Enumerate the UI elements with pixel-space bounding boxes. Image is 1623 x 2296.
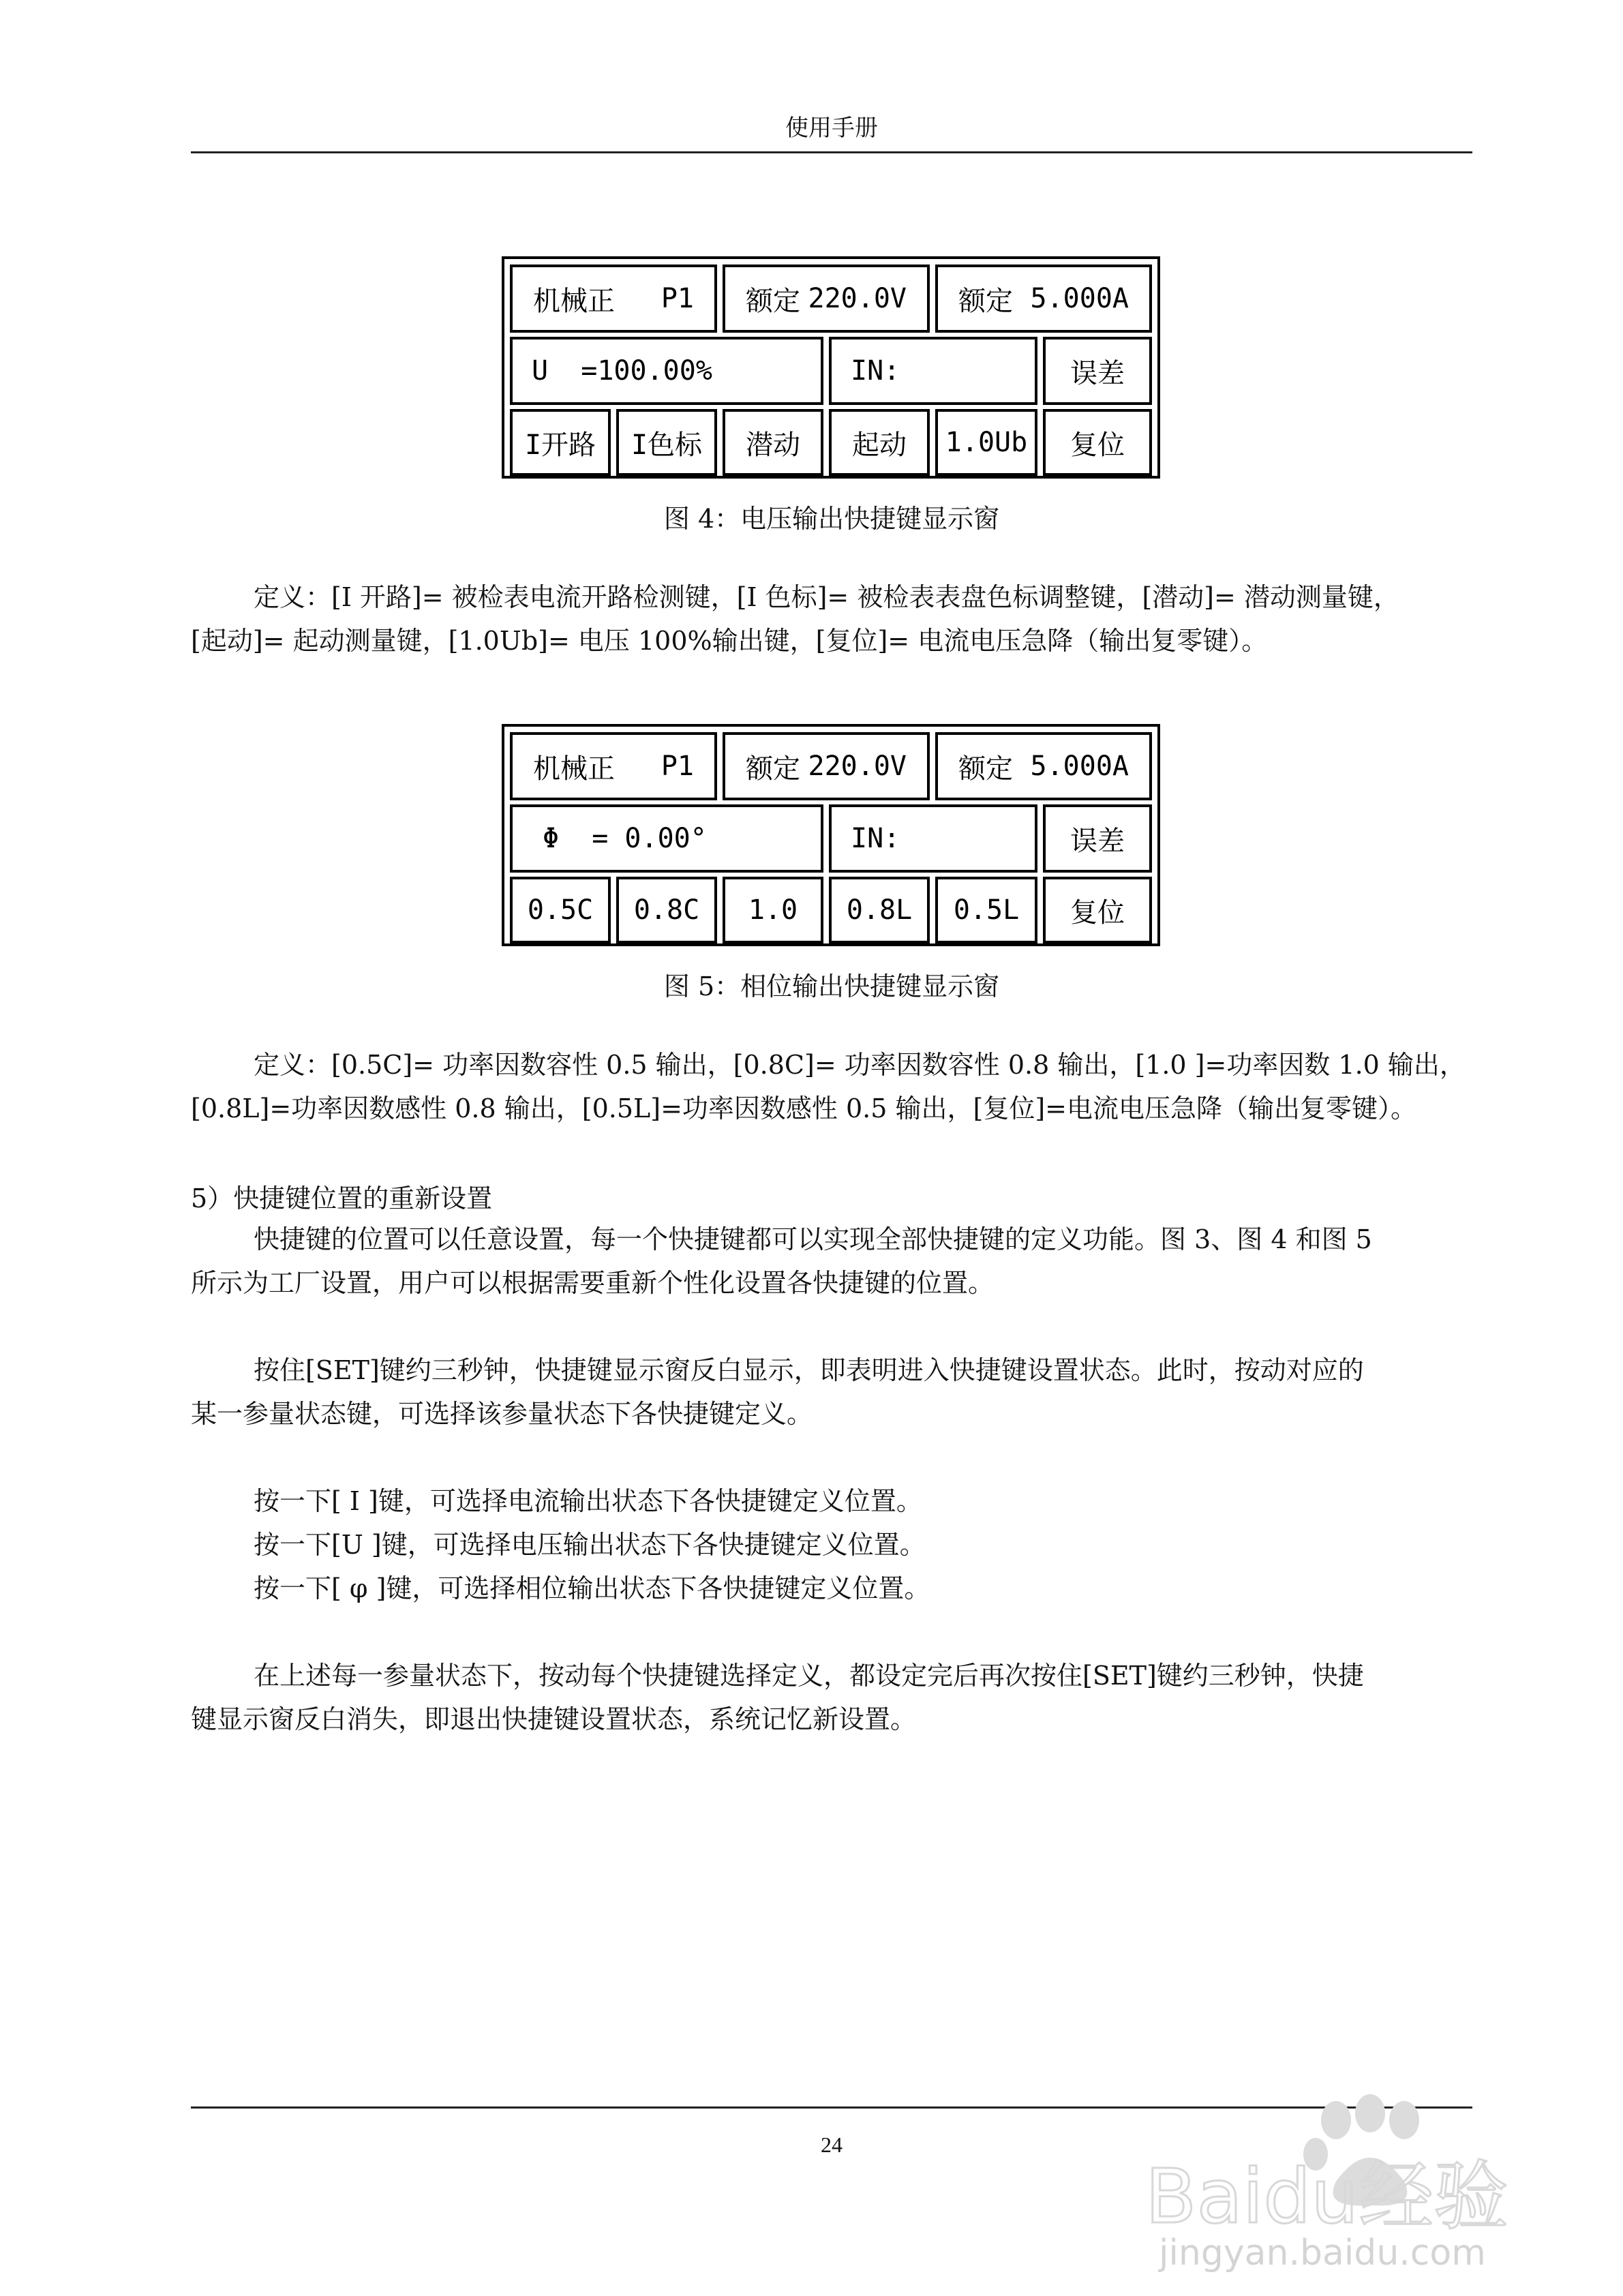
fig5-key-0-8l[interactable]: 0.8L: [829, 877, 930, 943]
fig5-rated-current-label: 额定: [958, 753, 1013, 785]
fig5-rated-current-cell: [935, 732, 1152, 800]
fig4-key-reset[interactable]: 复位: [1043, 409, 1152, 476]
section5-p1: [191, 1218, 1535, 1261]
fig4-rated-voltage-value: 220.0V: [808, 283, 907, 314]
section5-p3-line2: 键显示窗反白消失，即退出快捷键设置状态，系统记忆新设置。: [191, 1704, 917, 1734]
fig5-rated-voltage-cell: [723, 732, 930, 800]
press-u-line: 按一下[U ]键，可选择电压输出状态下各快捷键定义位置。: [254, 1530, 926, 1560]
section5-p3-line1: 在上述每一参量状态下，按动每个快捷键选择定义，都设定完后再次按住[SET]键约三秒钟，快捷: [254, 1661, 1364, 1691]
fig5-phase-readout: Φ = 0.00°: [510, 804, 823, 873]
press-i-line: 按一下[ I ]键，可选择电流输出状态下各快捷键定义位置。: [254, 1486, 922, 1516]
fig4-rated-current-value: 5.000A: [1030, 283, 1129, 314]
fig5-in-readout: IN:: [829, 804, 1037, 873]
fig4-mode-value: P1: [661, 283, 694, 314]
def5-line2: [0.8L]=功率因数感性 0.8 输出，[0.5L]=功率因数感性 0.5 输出，[复位]=电流电压急降（输出复零键）。: [191, 1093, 1416, 1123]
fig4-key-i-open[interactable]: I开路: [510, 409, 611, 476]
fig4-key-creep[interactable]: 潜动: [723, 409, 823, 476]
figure4-definition: [191, 575, 1535, 619]
fig5-rated-current-value: 5.000A: [1030, 751, 1129, 782]
fig5-key-0-5l[interactable]: 0.5L: [935, 877, 1037, 943]
figure5-definition: [191, 1043, 1535, 1087]
fig4-mode-cell: [510, 265, 717, 333]
section5-p1-cont: [191, 1261, 1472, 1305]
fig5-key-0-8c[interactable]: 0.8C: [616, 877, 717, 943]
header-rule: [191, 151, 1472, 153]
fig4-voltage-readout: U =100.00%: [510, 337, 823, 405]
fig5-mode-cell: [510, 732, 717, 800]
section5-heading: 5）快捷键位置的重新设置: [191, 1183, 493, 1213]
baidu-jingyan-watermark: [1132, 2086, 1568, 2277]
fig5-key-reset[interactable]: 复位: [1043, 877, 1152, 943]
figure4-caption: 图 4：电压输出快捷键显示窗: [663, 504, 1000, 534]
section5-p1-line2: 所示为工厂设置，用户可以根据需要重新个性化设置各快捷键的位置。: [191, 1268, 995, 1298]
fig4-rated-current-cell: [935, 265, 1152, 333]
fig4-rated-voltage-label: 额定: [746, 285, 800, 317]
section5-p3: [191, 1654, 1535, 1697]
section5-p1-line1: 快捷键的位置可以任意设置，每一个快捷键都可以实现全部快捷键的定义功能。图 3、图 4 和图 5: [254, 1224, 1372, 1254]
fig4-rated-voltage-cell: [723, 265, 930, 333]
fig5-rated-voltage-label: 额定: [746, 753, 800, 785]
fig5-key-1-0[interactable]: 1.0: [723, 877, 823, 943]
fig4-key-i-color[interactable]: I色标: [616, 409, 717, 476]
def4-line2: [起动]= 起动测量键，[1.0Ub]= 电压 100%输出键，[复位]= 电流电压急降（输出复零键）。: [191, 626, 1268, 656]
fig5-rated-voltage-value: 220.0V: [808, 751, 907, 782]
section5-p3-cont: [191, 1697, 1472, 1741]
figure4-lcd-panel: [502, 256, 1160, 479]
section5-p2: [191, 1348, 1535, 1392]
def5-line1: 定义：[0.5C]= 功率因数容性 0.5 输出，[0.8C]= 功率因数容性 0.8 输出，[1.0 ]=功率因数 1.0 输出，: [254, 1050, 1466, 1080]
fig5-key-0-5c[interactable]: 0.5C: [510, 877, 611, 943]
fig5-mode-value: P1: [661, 751, 694, 782]
fig5-mode-label: 机械正: [533, 753, 615, 785]
section5-p2-line2: 某一参量状态键，可选择该参量状态下各快捷键定义。: [191, 1399, 813, 1429]
section5-p2-line1: 按住[SET]键约三秒钟，快捷键显示窗反白显示，即表明进入快捷键设置状态。此时，按动对应的: [254, 1355, 1364, 1385]
fig5-error-key[interactable]: 误差: [1043, 804, 1152, 873]
fig4-error-key[interactable]: 误差: [1043, 337, 1152, 405]
watermark-url: jingyan.baidu.com: [1159, 2233, 1486, 2274]
fig4-rated-current-label: 额定: [958, 285, 1013, 317]
press-phi-line: 按一下[ φ ]键，可选择相位输出状态下各快捷键定义位置。: [254, 1573, 930, 1603]
figure5-definition-cont: [191, 1087, 1472, 1130]
fig4-mode-label: 机械正: [533, 285, 615, 317]
def4-line1: 定义：[I 开路]= 被检表电流开路检测键，[I 色标]= 被检表表盘色标调整键，[潜动]= 潜动测量键，: [254, 582, 1399, 612]
figure5-caption: 图 5：相位输出快捷键显示窗: [663, 971, 1000, 1001]
figure5-lcd-panel: [502, 724, 1160, 946]
page-header-title: 使用手册: [785, 115, 878, 142]
page-number: 24: [821, 2132, 843, 2157]
section5-p2-cont: [191, 1392, 1472, 1436]
fig4-key-start[interactable]: 起动: [829, 409, 930, 476]
figure4-definition-cont: [191, 619, 1472, 663]
fig4-in-readout: IN:: [829, 337, 1037, 405]
watermark-brand: Baidu经验: [1145, 2153, 1508, 2240]
fig4-key-1-0ub[interactable]: 1.0Ub: [935, 409, 1037, 476]
